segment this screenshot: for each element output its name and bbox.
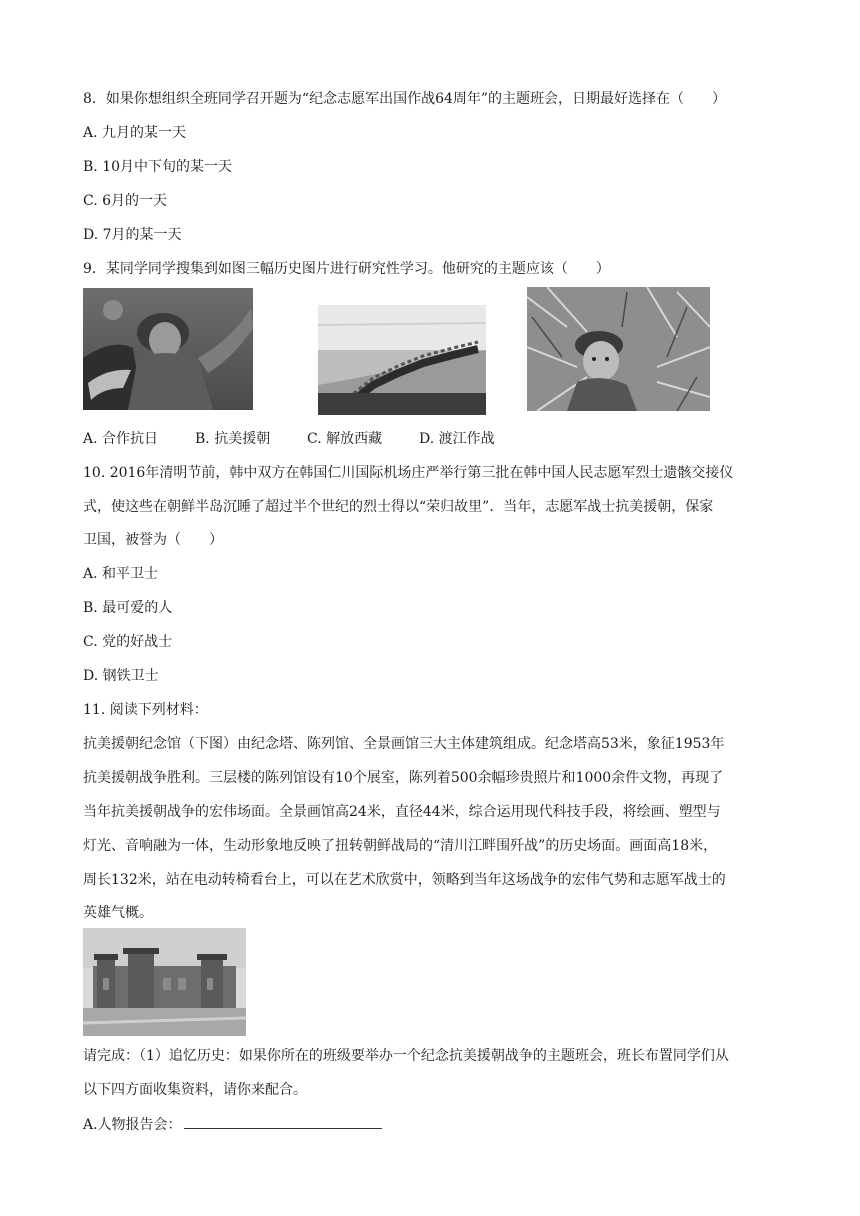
- answer-blank[interactable]: [184, 1114, 382, 1129]
- q10-option-c: C. 党的好战士: [83, 634, 173, 650]
- q10-option-a: A. 和平卫士: [83, 566, 159, 582]
- q9-option-a: A. 合作抗日: [83, 431, 159, 447]
- q9-options: [83, 429, 495, 449]
- q11-task-line-1: 请完成：（1）追忆历史：如果你所在的班级要举办一个纪念抗美援朝战争的主题班会，班长布置同学们从: [83, 1048, 729, 1064]
- memorial-hall-photo: [83, 928, 246, 1036]
- q8-option-c: C. 6月的一天: [83, 193, 168, 209]
- q11-task-line-2: 以下四方面收集资料，请你来配合。: [83, 1082, 307, 1098]
- q11-material-line-2: 抗美援朝战争胜利。三层楼的陈列馆设有10个展室，陈列着500余幅珍贵照片和1000余件文物，再现了: [83, 770, 724, 786]
- q8-option-a: A. 九月的某一天: [83, 125, 187, 141]
- pontoon-bridge-photo: [318, 305, 486, 415]
- q8-stem: 8．如果你想组织全班同学召开题为“纪念志愿军出国作战64周年”的主题班会，日期最好选择在（ ）: [83, 91, 727, 107]
- q11-answer-label: A.人物报告会：: [83, 1117, 182, 1133]
- q11-material-line-5: 周长132米，站在电动转椅看台上，可以在艺术欣赏中，领略到当年这场战争的宏伟气势和志愿军战士的: [83, 872, 726, 888]
- q9-stem: 9．某同学同学搜集到如图三幅历史图片进行研究性学习。他研究的主题应该（ ）: [83, 261, 610, 277]
- q8-option-d: D. 7月的某一天: [83, 227, 182, 243]
- q11-answer-row: [83, 1114, 382, 1135]
- q10-stem-line-3: 卫国，被誉为（ ）: [83, 532, 223, 548]
- q11-material-line-4: 灯光、音响融为一体，生动形象地反映了扭转朝鲜战局的“清川江畔围歼战”的历史场面。画面高18米，: [83, 838, 718, 854]
- soldier-charging-photo: [83, 288, 253, 410]
- q9-option-d: D. 渡江作战: [419, 431, 495, 447]
- q11-material-line-6: 英雄气概。: [83, 905, 153, 921]
- q11-stem: 11. 阅读下列材料：: [83, 702, 208, 718]
- q9-option-b: B. 抗美援朝: [195, 431, 271, 447]
- q10-stem-line-2: 式，使这些在朝鲜半岛沉睡了超过半个世纪的烈士得以“荣归故里”．当年，志愿军战士抗美援朝，保家: [83, 499, 714, 515]
- soldier-in-grass-photo: [527, 287, 710, 411]
- q9-option-c: C. 解放西藏: [307, 431, 383, 447]
- q11-material-line-1: 抗美援朝纪念馆（下图）由纪念塔、陈列馆、全景画馆三大主体建筑组成。纪念塔高53米，象征1953年: [83, 736, 725, 752]
- q10-option-d: D. 钢铁卫士: [83, 668, 159, 684]
- q10-stem-line-1: 10. 2016年清明节前，韩中双方在韩国仁川国际机场庄严举行第三批在韩中国人民志愿军烈士遗骸交接仪: [83, 465, 734, 481]
- q10-option-b: B. 最可爱的人: [83, 600, 173, 616]
- q11-material-line-3: 当年抗美援朝战争的宏伟场面。全景画馆高24米，直径44米，综合运用现代科技手段，将绘画、塑型与: [83, 804, 721, 820]
- q8-option-b: B. 10月中下旬的某一天: [83, 159, 233, 175]
